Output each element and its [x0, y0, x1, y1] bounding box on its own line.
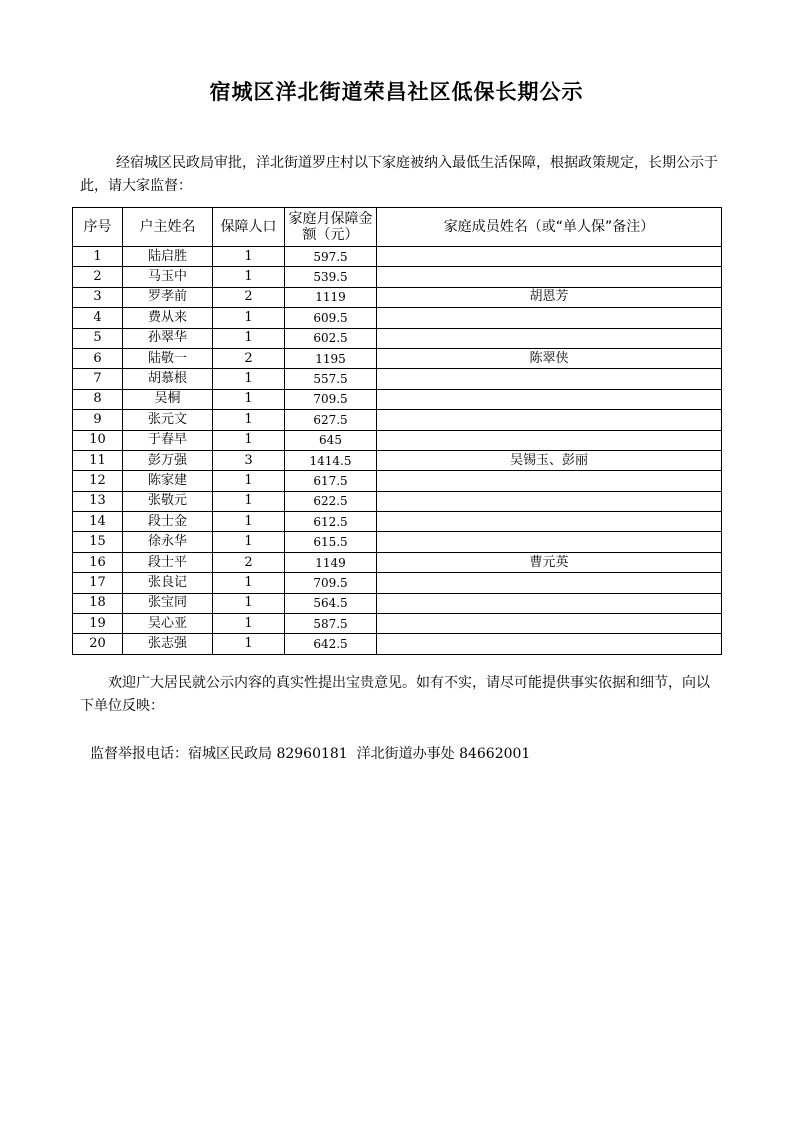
cell-monthly-amount: 1195	[285, 348, 377, 368]
cell-family-members	[377, 532, 722, 552]
cell-family-members	[377, 634, 722, 654]
hotline-line	[90, 743, 530, 765]
cell-covered-persons: 2	[213, 552, 285, 572]
feedback-note: 欢迎广大居民就公示内容的真实性提出宝贵意见。如有不实，请尽可能提供事实依据和细节，向以下单位反映：	[80, 675, 710, 714]
cell-family-members: 曹元英	[377, 552, 722, 572]
cell-householder-name: 马玉中	[123, 267, 213, 287]
cell-monthly-amount: 709.5	[285, 389, 377, 409]
cell-family-members	[377, 512, 722, 532]
cell-covered-persons: 1	[213, 634, 285, 654]
cell-householder-name: 张宝同	[123, 593, 213, 613]
cell-householder-name: 陆敬一	[123, 348, 213, 368]
cell-householder-name: 段士金	[123, 512, 213, 532]
cell-covered-persons: 1	[213, 614, 285, 634]
cell-householder-name: 费从来	[123, 308, 213, 328]
cell-monthly-amount: 609.5	[285, 308, 377, 328]
cell-family-members	[377, 389, 722, 409]
cell-householder-name: 张良记	[123, 573, 213, 593]
header-householder-name: 户主姓名	[123, 208, 213, 247]
cell-covered-persons: 2	[213, 287, 285, 307]
cell-covered-persons: 1	[213, 389, 285, 409]
cell-householder-name: 吴桐	[123, 389, 213, 409]
cell-family-members	[377, 328, 722, 348]
cell-covered-persons: 1	[213, 410, 285, 430]
cell-serial-number: 10	[73, 430, 123, 450]
cell-serial-number: 11	[73, 450, 123, 470]
table-row	[73, 573, 722, 593]
table-row	[73, 369, 722, 389]
cell-covered-persons: 1	[213, 430, 285, 450]
table-row	[73, 348, 722, 368]
table-row	[73, 512, 722, 532]
cell-covered-persons: 1	[213, 328, 285, 348]
cell-monthly-amount: 1119	[285, 287, 377, 307]
hotline-office-phone: 84662001	[459, 746, 531, 762]
cell-householder-name: 孙翠华	[123, 328, 213, 348]
cell-family-members	[377, 430, 722, 450]
cell-householder-name: 段士平	[123, 552, 213, 572]
table-row	[73, 287, 722, 307]
cell-monthly-amount: 709.5	[285, 573, 377, 593]
cell-family-members	[377, 410, 722, 430]
table-row	[73, 389, 722, 409]
cell-covered-persons: 1	[213, 267, 285, 287]
cell-serial-number: 20	[73, 634, 123, 654]
table-row	[73, 552, 722, 572]
cell-family-members: 吴锡玉、彭丽	[377, 450, 722, 470]
cell-family-members	[377, 614, 722, 634]
cell-serial-number: 3	[73, 287, 123, 307]
cell-monthly-amount: 1149	[285, 552, 377, 572]
welfare-roster-table	[72, 207, 722, 655]
cell-householder-name: 吴心亚	[123, 614, 213, 634]
table-row	[73, 410, 722, 430]
cell-serial-number: 1	[73, 247, 123, 267]
cell-family-members	[377, 471, 722, 491]
cell-covered-persons: 1	[213, 491, 285, 511]
cell-serial-number: 8	[73, 389, 123, 409]
hotline-bureau-phone: 82960181	[276, 746, 348, 762]
cell-covered-persons: 1	[213, 369, 285, 389]
cell-householder-name: 张元文	[123, 410, 213, 430]
cell-covered-persons: 1	[213, 532, 285, 552]
cell-family-members	[377, 267, 722, 287]
cell-monthly-amount: 564.5	[285, 593, 377, 613]
cell-monthly-amount: 615.5	[285, 532, 377, 552]
table-row	[73, 267, 722, 287]
hotline-office: 洋北街道办事处	[356, 746, 455, 762]
table-row	[73, 532, 722, 552]
cell-serial-number: 7	[73, 369, 123, 389]
cell-covered-persons: 1	[213, 308, 285, 328]
cell-family-members	[377, 247, 722, 267]
cell-monthly-amount: 622.5	[285, 491, 377, 511]
cell-serial-number: 16	[73, 552, 123, 572]
cell-householder-name: 张志强	[123, 634, 213, 654]
header-serial-number: 序号	[73, 208, 123, 247]
cell-serial-number: 14	[73, 512, 123, 532]
hotline-bureau: 宿城区民政局	[188, 746, 272, 762]
header-monthly-amount: 家庭月保障金额（元）	[285, 208, 377, 247]
cell-monthly-amount: 597.5	[285, 247, 377, 267]
table-row	[73, 308, 722, 328]
cell-householder-name: 胡慕根	[123, 369, 213, 389]
header-family-members: 家庭成员姓名（或“单人保”备注）	[377, 208, 722, 247]
cell-monthly-amount: 539.5	[285, 267, 377, 287]
table-row	[73, 450, 722, 470]
table-row	[73, 593, 722, 613]
cell-covered-persons: 1	[213, 573, 285, 593]
cell-monthly-amount: 557.5	[285, 369, 377, 389]
cell-serial-number: 15	[73, 532, 123, 552]
table-row	[73, 430, 722, 450]
cell-monthly-amount: 617.5	[285, 471, 377, 491]
cell-covered-persons: 1	[213, 593, 285, 613]
cell-householder-name: 陆启胜	[123, 247, 213, 267]
cell-householder-name: 于春早	[123, 430, 213, 450]
cell-family-members	[377, 491, 722, 511]
cell-covered-persons: 1	[213, 471, 285, 491]
cell-serial-number: 17	[73, 573, 123, 593]
cell-serial-number: 5	[73, 328, 123, 348]
cell-serial-number: 4	[73, 308, 123, 328]
cell-monthly-amount: 642.5	[285, 634, 377, 654]
cell-monthly-amount: 645	[285, 430, 377, 450]
cell-serial-number: 18	[73, 593, 123, 613]
cell-covered-persons: 3	[213, 450, 285, 470]
intro-paragraph: 经宿城区民政局审批，洋北街道罗庄村以下家庭被纳入最低生活保障，根据政策规定，长期公示于此，请大家监督：	[80, 155, 718, 194]
table-row	[73, 471, 722, 491]
cell-monthly-amount: 1414.5	[285, 450, 377, 470]
table-header-row	[73, 208, 722, 247]
table-row	[73, 634, 722, 654]
cell-serial-number: 12	[73, 471, 123, 491]
table-row	[73, 614, 722, 634]
table-body	[73, 247, 722, 655]
cell-family-members	[377, 308, 722, 328]
cell-covered-persons: 1	[213, 247, 285, 267]
cell-family-members	[377, 573, 722, 593]
cell-monthly-amount: 587.5	[285, 614, 377, 634]
cell-monthly-amount: 612.5	[285, 512, 377, 532]
cell-monthly-amount: 627.5	[285, 410, 377, 430]
table-row	[73, 328, 722, 348]
cell-family-members: 胡恩芳	[377, 287, 722, 307]
cell-householder-name: 徐永华	[123, 532, 213, 552]
cell-family-members: 陈翠侠	[377, 348, 722, 368]
table-row	[73, 491, 722, 511]
table-row	[73, 247, 722, 267]
cell-serial-number: 2	[73, 267, 123, 287]
hotline-label: 监督举报电话：	[90, 746, 188, 762]
cell-householder-name: 陈家建	[123, 471, 213, 491]
cell-monthly-amount: 602.5	[285, 328, 377, 348]
cell-serial-number: 6	[73, 348, 123, 368]
cell-serial-number: 19	[73, 614, 123, 634]
cell-serial-number: 13	[73, 491, 123, 511]
cell-householder-name: 彭万强	[123, 450, 213, 470]
cell-family-members	[377, 369, 722, 389]
cell-family-members	[377, 593, 722, 613]
cell-covered-persons: 1	[213, 512, 285, 532]
cell-householder-name: 张敬元	[123, 491, 213, 511]
header-covered-persons: 保障人口	[213, 208, 285, 247]
cell-covered-persons: 2	[213, 348, 285, 368]
cell-householder-name: 罗孝前	[123, 287, 213, 307]
cell-serial-number: 9	[73, 410, 123, 430]
page-title: 宿城区洋北街道荣昌社区低保长期公示	[209, 80, 584, 104]
